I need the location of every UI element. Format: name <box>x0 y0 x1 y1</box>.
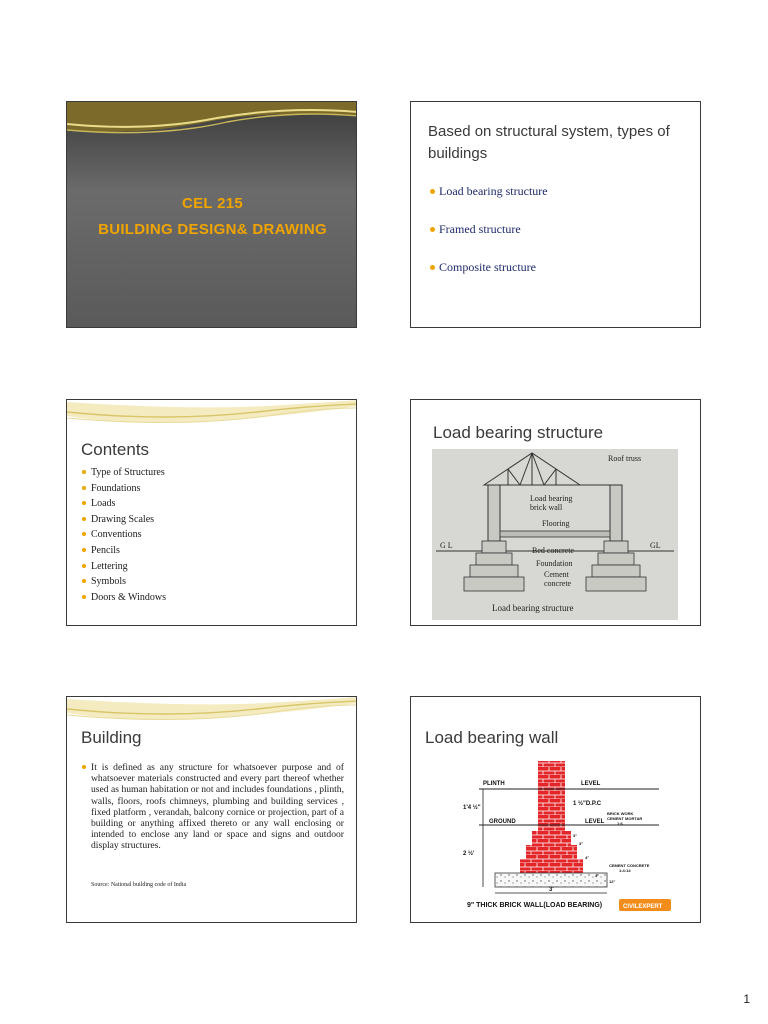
list-item: Loads <box>82 496 166 512</box>
label-bed-concrete: Bed concrete <box>532 546 574 555</box>
label-brick-work: BRICK WORK <box>607 811 634 816</box>
slide-contents <box>66 399 357 626</box>
contents-list <box>82 465 166 605</box>
page-number: 1 <box>743 992 750 1006</box>
label-dim-1: 1'4 ½" <box>463 805 481 811</box>
label-offset-e: 12" <box>609 879 616 884</box>
list-item: Lettering <box>82 559 166 575</box>
diagram-caption: 9" THICK BRICK WALL(LOAD BEARING) <box>467 902 603 909</box>
list-item: Drawing Scales <box>82 512 166 528</box>
label-gl-right: GL <box>650 541 661 550</box>
list-item: Type of Structures <box>82 465 166 481</box>
load-bearing-diagram-photo <box>432 449 678 620</box>
svg-text:CIVILEXPERT: CIVILEXPERT <box>623 904 663 910</box>
slide-heading: Contents <box>81 440 150 459</box>
label-cement-concrete: CEMENT CONCRETE <box>609 863 650 868</box>
label-cement-1: Cement <box>544 570 569 579</box>
slide-heading: Building <box>81 728 142 747</box>
slide-load-bearing-structure <box>410 399 701 626</box>
label-level: LEVEL <box>581 781 601 787</box>
label-gl-left: G L <box>440 541 453 550</box>
list-item: Conventions <box>82 527 166 543</box>
label-flooring: Flooring <box>542 519 570 528</box>
slide-heading: Based on structural system, types of buildings <box>428 123 670 162</box>
label-cement-2: concrete <box>544 579 572 588</box>
label-level-2: LEVEL <box>585 819 605 825</box>
list-item: Foundations <box>82 481 166 497</box>
slide-building <box>66 696 357 923</box>
slide-title <box>66 101 357 328</box>
label-roof-truss: Roof truss <box>608 454 642 463</box>
source-note: Source: National building code of India <box>91 882 187 888</box>
label-ground: GROUND <box>489 819 516 825</box>
slide-types-of-buildings <box>410 101 701 328</box>
list-item: Load bearing structure <box>430 184 548 199</box>
definition-text: It is defined as any structure for whatsoever purpose and of whatsoever materials constructed and every part thereof whether used as human habitation or not and includes foundations , plinth, walls, floors, roofs chimneys, plumbing and building services , fixed platform , verandah, balcony cornice or projection, part of a building or anything affixed thereto or any wall enclosing or intended to enclose any land or space and signs and outdoor display structures. <box>82 762 344 852</box>
label-offset-d: 4" <box>595 873 600 878</box>
label-dim-2: 2 ½' <box>463 851 475 857</box>
label-offset-c: 4" <box>585 855 590 860</box>
bullet-list <box>430 184 548 298</box>
label-cement-mortar: CEMENT MORTAR <box>607 816 643 821</box>
label-wall-2: brick wall <box>530 503 563 512</box>
label-offset-a: 3" <box>573 833 578 838</box>
course-title: BUILDING DESIGN& DRAWING <box>98 221 327 238</box>
label-dpc: 1 ½"D.P.C <box>573 801 602 807</box>
diagram-caption: Load bearing structure <box>492 603 574 613</box>
course-code: CEL 215 <box>181 195 244 212</box>
list-item: Pencils <box>82 543 166 559</box>
list-item: Doors & Windows <box>82 590 166 606</box>
label-width: 3' <box>549 887 554 893</box>
list-item: Framed structure <box>430 222 548 237</box>
brick-wall-diagram <box>459 759 674 919</box>
decorative-swoosh <box>67 102 357 142</box>
load-bearing-diagram <box>432 449 678 620</box>
label-foundation: Foundation <box>536 559 573 568</box>
decorative-swoosh <box>67 400 357 440</box>
definition-list <box>82 762 344 852</box>
label-offset-b: 3" <box>579 841 584 846</box>
label-plinth: PLINTH <box>483 781 505 787</box>
label-cc-ratio: 1:4:14 <box>619 868 631 873</box>
label-wall-1: Load bearing <box>530 494 573 503</box>
list-item: Symbols <box>82 574 166 590</box>
slide-heading: Load bearing wall <box>425 728 559 747</box>
civilexpert-logo <box>619 899 671 911</box>
slide-heading: Load bearing structure <box>433 423 604 442</box>
label-mortar-ratio: 1:6 <box>617 821 623 826</box>
slide-load-bearing-wall <box>410 696 701 923</box>
list-item: Composite structure <box>430 260 548 275</box>
